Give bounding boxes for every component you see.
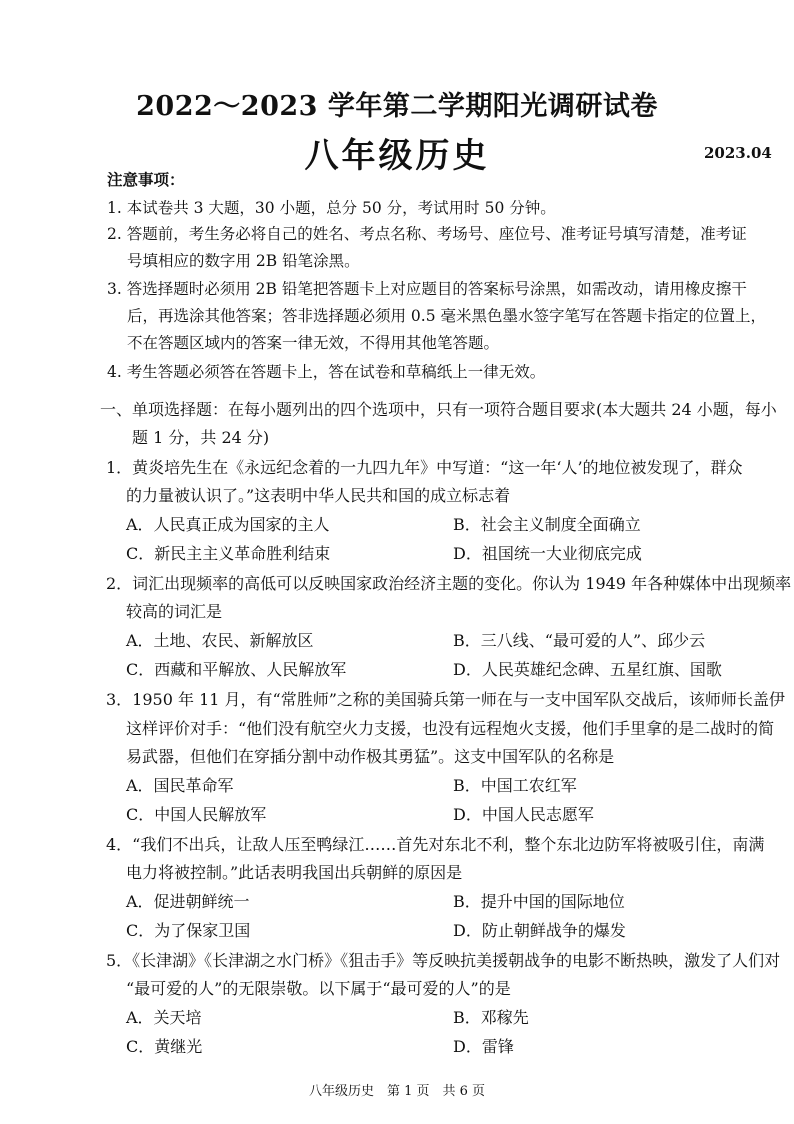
exam-subtitle: 八年级历史 [304, 136, 490, 176]
note-line: 后，再选涂其他答案；答非选择题必须用 0.5 毫米黑色墨水签字笔写在答题卡指定的位置上， [127, 307, 767, 325]
note-line: 号填相应的数字用 2B 铅笔涂黑。 [127, 252, 360, 270]
question-3-option-a: A．国民革命军 [126, 776, 234, 795]
section-heading: 一、单项选择题：在每小题列出的四个选项中，只有一项符合题目要求(本大题共 24 小题，每小 [100, 400, 777, 419]
note-line: 1. 本试卷共 3 大题，30 小题，总分 50 分，考试用时 50 分钟。 [107, 199, 556, 217]
question-3-text: 3．1950 年 11 月，有“常胜师”之称的美国骑兵第一师在与一支中国军队交战后，该师师长盖伊 [106, 690, 785, 709]
question-5-text: “最可爱的人”的无限崇敬。以下属于“最可爱的人”的是 [126, 979, 511, 998]
question-3-text: 易武器，但他们在穿插分割中动作极其勇猛”。这支中国军队的名称是 [126, 747, 615, 766]
question-1-text: 1．黄炎培先生在《永远纪念着的一九四九年》中写道：“这一年‘人’的地位被发现了，群众 [106, 458, 743, 477]
note-line: 3. 答选择题时必须用 2B 铅笔把答题卡上对应题目的答案标号涂黑，如需改动，请用橡皮擦干 [107, 280, 747, 298]
exam-date: 2023.04 [704, 144, 772, 162]
question-2-option-d: D．人民英雄纪念碑、五星红旗、国歌 [453, 660, 722, 679]
note-line: 4. 考生答题必须答在答题卡上，答在试卷和草稿纸上一律无效。 [107, 363, 546, 381]
question-3-text: 这样评价对手：“他们没有航空火力支援，也没有远程炮火支援，他们手里拿的是二战时的简 [126, 719, 775, 738]
note-line: 2. 答题前，考生务必将自己的姓名、考点名称、考场号、座位号、准考证号填写清楚，准考证 [107, 225, 747, 243]
question-4-option-a: A．促进朝鲜统一 [126, 892, 250, 911]
question-2-text: 2．词汇出现频率的高低可以反映国家政治经济主题的变化。你认为 1949 年各种媒体中出现频率 [106, 574, 792, 593]
question-1-option-d: D．祖国统一大业彻底完成 [453, 544, 642, 563]
question-4-text: 电力将被控制。”此话表明我国出兵朝鲜的原因是 [126, 863, 463, 882]
question-4-option-c: C．为了保家卫国 [126, 921, 251, 940]
question-4-option-d: D．防止朝鲜战争的爆发 [453, 921, 626, 940]
question-5-option-b: B．邓稼先 [453, 1008, 529, 1027]
question-3-option-b: B．中国工农红军 [453, 776, 577, 795]
question-4-option-b: B．提升中国的国际地位 [453, 892, 625, 911]
section-heading-cont: 题 1 分，共 24 分) [132, 428, 270, 447]
question-5-option-d: D．雷锋 [453, 1037, 514, 1056]
exam-title: 2022～2023 学年第二学期阳光调研试卷 [136, 91, 658, 122]
question-2-option-b: B．三八线、“最可爱的人”、邱少云 [453, 631, 706, 650]
page-footer: 八年级历史 第 1 页 共 6 页 [308, 1084, 486, 1099]
question-4-text: 4．“我们不出兵，让敌人压至鸭绿江……首先对东北不利，整个东北边防军将被吸引住，南满 [106, 835, 765, 854]
notes-heading: 注意事项： [107, 170, 185, 189]
question-3-option-d: D．中国人民志愿军 [453, 805, 594, 824]
question-3-option-c: C．中国人民解放军 [126, 805, 267, 824]
question-1-option-b: B．社会主义制度全面确立 [453, 515, 641, 534]
question-2-option-c: C．西藏和平解放、人民解放军 [126, 660, 347, 679]
note-line: 不在答题区域内的答案一律无效，不得用其他笔答题。 [127, 334, 500, 352]
question-2-option-a: A．土地、农民、新解放区 [126, 631, 314, 650]
question-1-option-a: A．人民真正成为国家的主人 [126, 515, 330, 534]
question-5-option-c: C．黄继光 [126, 1037, 203, 1056]
question-5-text: 5．《长津湖》《长津湖之水门桥》《狙击手》等反映抗美援朝战争的电影不断热映，激发了人们对 [106, 951, 781, 970]
question-1-option-c: C．新民主主义革命胜利结束 [126, 544, 331, 563]
question-1-text: 的力量被认识了。”这表明中华人民共和国的成立标志着 [126, 486, 511, 505]
question-5-option-a: A．关天培 [126, 1008, 202, 1027]
question-2-text: 较高的词汇是 [126, 602, 223, 621]
